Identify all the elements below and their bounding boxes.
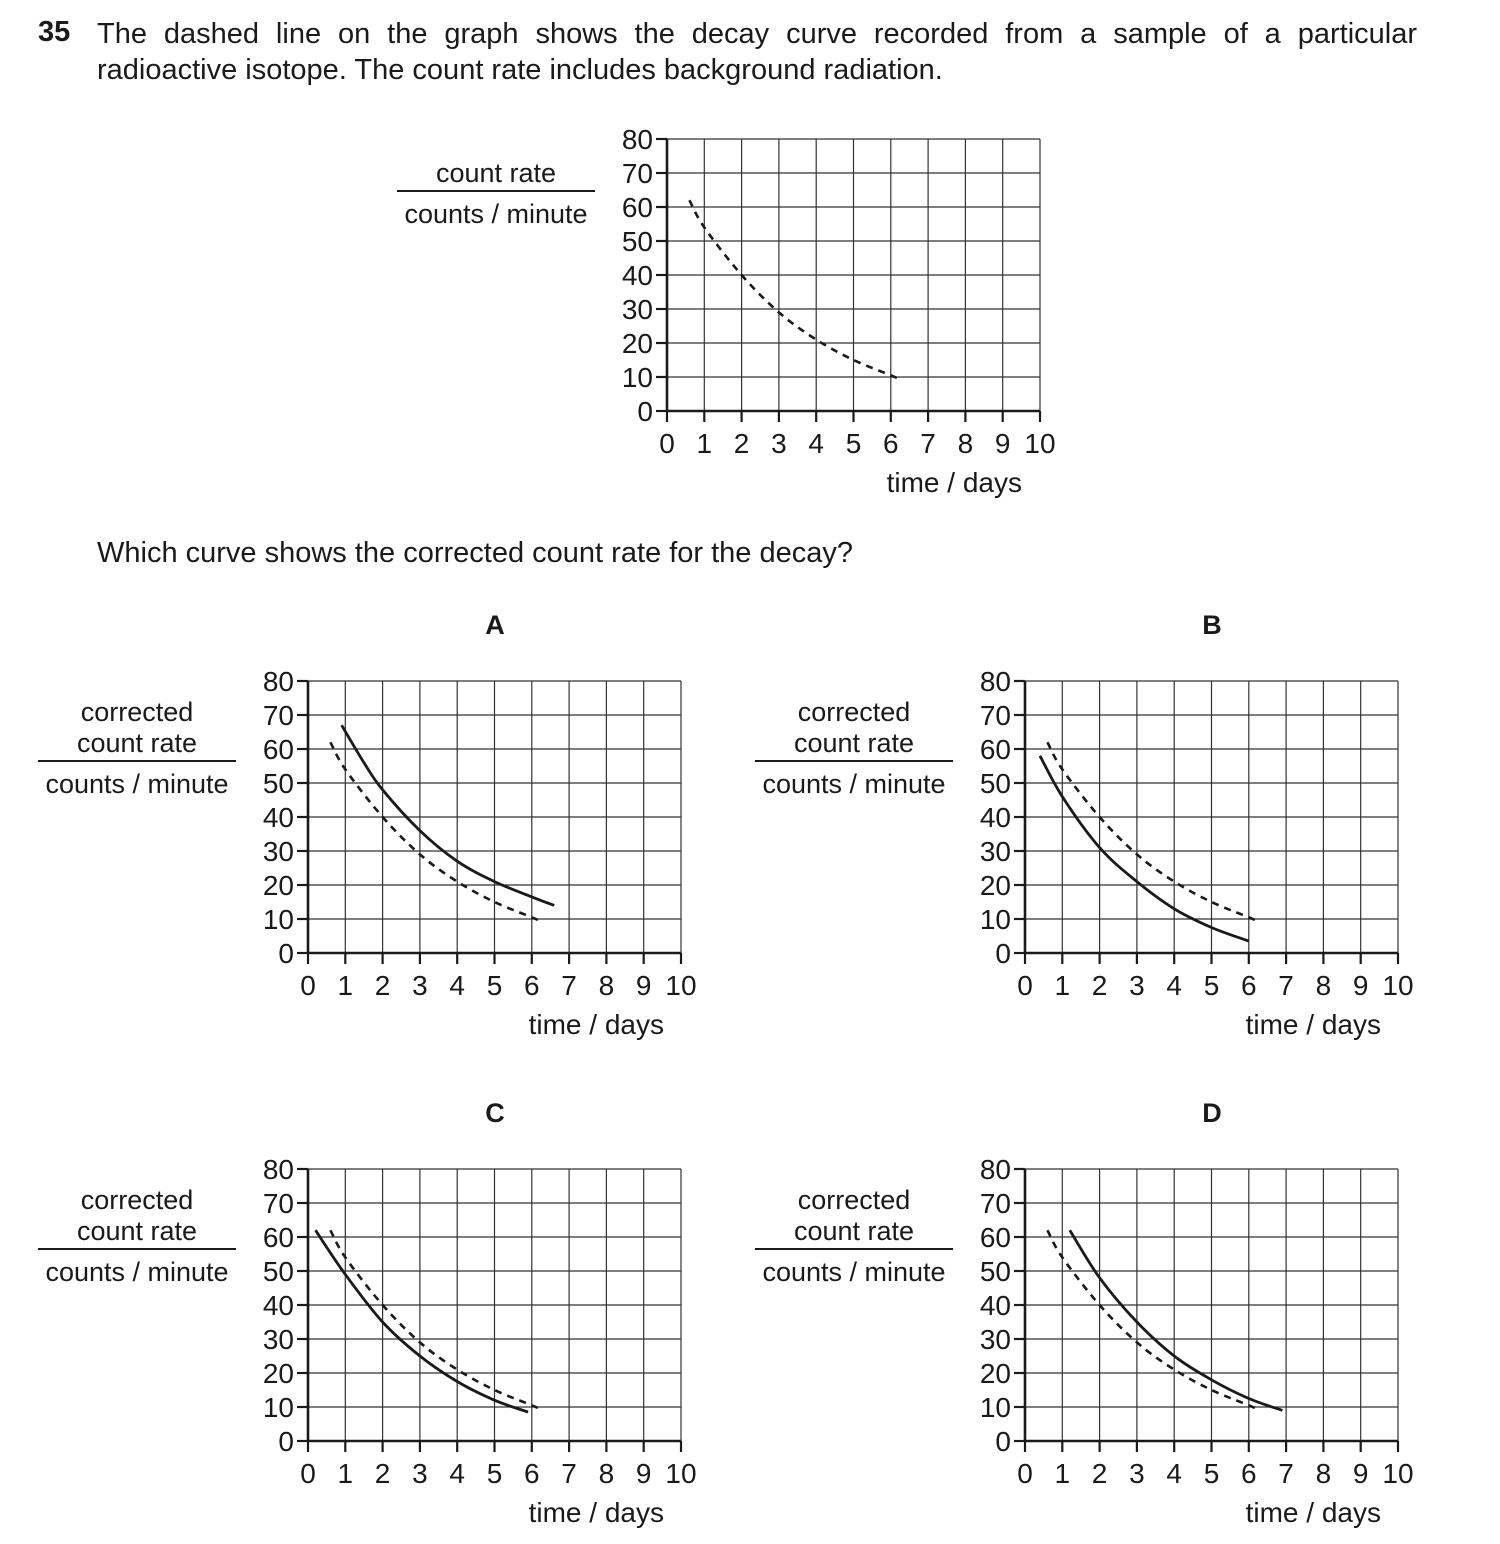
y-axis-label-quantity: corrected <box>80 1185 194 1215</box>
x-tick-label: 6 <box>1241 1458 1257 1489</box>
x-tick-label: 7 <box>1278 1458 1294 1489</box>
x-tick-label: 2 <box>374 970 391 1001</box>
y-tick-label: 10 <box>621 362 653 393</box>
x-axis-label: time / days <box>528 1497 664 1528</box>
x-tick-label: 9 <box>635 1458 652 1489</box>
chart-main <box>397 124 1056 498</box>
x-axis-label: time / days <box>1245 1497 1381 1528</box>
y-tick-label: 60 <box>979 1222 1011 1253</box>
x-tick-label: 0 <box>1017 970 1033 1001</box>
recorded-curve-dashed <box>330 742 543 922</box>
y-tick-label: 50 <box>262 1256 294 1287</box>
y-tick-label: 50 <box>979 1256 1011 1287</box>
x-tick-label: 5 <box>1203 1458 1220 1489</box>
y-tick-label: 70 <box>262 1188 294 1219</box>
y-axis-label-unit: counts / minute <box>762 1257 946 1287</box>
x-tick-label: 2 <box>1091 1458 1108 1489</box>
x-tick-label: 9 <box>635 970 652 1001</box>
x-tick-label: 4 <box>1166 970 1182 1001</box>
y-tick-label: 20 <box>262 870 294 901</box>
y-tick-label: 20 <box>979 1358 1011 1389</box>
y-axis-label-quantity: corrected <box>797 1185 911 1215</box>
x-tick-label: 6 <box>524 970 540 1001</box>
y-axis-label-unit: counts / minute <box>762 769 946 799</box>
y-tick-label: 60 <box>979 734 1011 765</box>
x-tick-label: 4 <box>449 1458 465 1489</box>
chart-a <box>38 610 697 1040</box>
x-tick-label: 7 <box>1278 970 1294 1001</box>
question-text: The dashed line on the graph shows the decay curve recorded from a sample of a particular radioactive isotope. The count rate includes background radiation. <box>97 18 1417 86</box>
x-tick-label: 6 <box>883 428 899 459</box>
x-tick-label: 5 <box>845 428 862 459</box>
y-tick-label: 40 <box>979 802 1011 833</box>
x-tick-label: 10 <box>1024 428 1056 459</box>
question-number: 35 <box>38 16 71 48</box>
y-axis-label-quantity: count rate <box>76 1216 198 1246</box>
y-tick-label: 60 <box>621 192 653 223</box>
x-tick-label: 10 <box>665 970 697 1001</box>
x-tick-label: 2 <box>1091 970 1108 1001</box>
corrected-curve-solid <box>316 1230 529 1412</box>
y-tick-label: 80 <box>979 1154 1011 1185</box>
x-tick-label: 9 <box>994 428 1011 459</box>
y-tick-label: 70 <box>979 700 1011 731</box>
y-tick-label: 40 <box>262 1290 294 1321</box>
x-tick-label: 0 <box>1017 1458 1033 1489</box>
y-tick-label: 30 <box>262 836 294 867</box>
y-tick-label: 40 <box>621 260 653 291</box>
y-axis-label-unit: counts / minute <box>404 199 588 229</box>
x-tick-label: 5 <box>1203 970 1220 1001</box>
x-tick-label: 0 <box>659 428 675 459</box>
y-tick-label: 10 <box>979 904 1011 935</box>
y-tick-label: 60 <box>262 1222 294 1253</box>
y-axis-label-quantity: corrected <box>80 697 194 727</box>
x-tick-label: 10 <box>1382 1458 1414 1489</box>
y-tick-label: 30 <box>262 1324 294 1355</box>
x-tick-label: 1 <box>337 1458 354 1489</box>
option-label: A <box>485 610 505 640</box>
y-tick-label: 30 <box>979 1324 1011 1355</box>
x-tick-label: 4 <box>1166 1458 1182 1489</box>
y-tick-label: 70 <box>979 1188 1011 1219</box>
x-tick-label: 7 <box>561 1458 577 1489</box>
y-tick-label: 30 <box>979 836 1011 867</box>
x-tick-label: 1 <box>1054 1458 1071 1489</box>
x-tick-label: 3 <box>1129 1458 1145 1489</box>
y-tick-label: 10 <box>262 1392 294 1423</box>
y-tick-label: 70 <box>262 700 294 731</box>
x-tick-label: 5 <box>486 970 503 1001</box>
y-axis-label-quantity: count rate <box>435 158 557 188</box>
x-tick-label: 7 <box>561 970 577 1001</box>
y-tick-label: 80 <box>262 666 294 697</box>
x-tick-label: 8 <box>1315 970 1332 1001</box>
x-tick-label: 8 <box>957 428 974 459</box>
x-tick-label: 8 <box>598 970 615 1001</box>
y-tick-label: 20 <box>621 328 653 359</box>
y-tick-label: 0 <box>278 1426 294 1457</box>
x-tick-label: 8 <box>598 1458 615 1489</box>
x-tick-label: 7 <box>920 428 936 459</box>
x-tick-label: 9 <box>1352 970 1369 1001</box>
y-tick-label: 40 <box>979 1290 1011 1321</box>
x-tick-label: 2 <box>374 1458 391 1489</box>
y-axis-label-quantity: count rate <box>793 728 915 758</box>
y-axis-label-quantity: count rate <box>793 1216 915 1246</box>
y-axis-label-quantity: corrected <box>797 697 911 727</box>
y-axis-label-unit: counts / minute <box>45 769 229 799</box>
x-tick-label: 3 <box>412 1458 428 1489</box>
y-tick-label: 10 <box>979 1392 1011 1423</box>
y-tick-label: 10 <box>262 904 294 935</box>
y-tick-label: 0 <box>995 938 1011 969</box>
x-axis-label: time / days <box>528 1009 664 1040</box>
y-tick-label: 60 <box>262 734 294 765</box>
x-tick-label: 8 <box>1315 1458 1332 1489</box>
x-tick-label: 4 <box>808 428 824 459</box>
question-prompt: Which curve shows the corrected count rate for the decay? <box>97 537 853 569</box>
chart-b <box>755 610 1414 1040</box>
x-tick-label: 3 <box>412 970 428 1001</box>
x-tick-label: 1 <box>1054 970 1071 1001</box>
y-tick-label: 20 <box>979 870 1011 901</box>
option-label: C <box>485 1098 505 1128</box>
x-tick-label: 6 <box>1241 970 1257 1001</box>
recorded-curve-dashed <box>1047 1230 1260 1410</box>
y-tick-label: 40 <box>262 802 294 833</box>
x-axis-label: time / days <box>1245 1009 1381 1040</box>
x-tick-label: 0 <box>300 970 316 1001</box>
y-tick-label: 30 <box>621 294 653 325</box>
chart-d <box>755 1098 1414 1528</box>
x-tick-label: 9 <box>1352 1458 1369 1489</box>
x-tick-label: 6 <box>524 1458 540 1489</box>
y-axis-label-quantity: count rate <box>76 728 198 758</box>
corrected-curve-solid <box>1070 1230 1283 1410</box>
option-label: D <box>1202 1098 1222 1128</box>
x-tick-label: 10 <box>665 1458 697 1489</box>
y-axis-label-unit: counts / minute <box>45 1257 229 1287</box>
x-tick-label: 5 <box>486 1458 503 1489</box>
x-tick-label: 10 <box>1382 970 1414 1001</box>
x-tick-label: 3 <box>1129 970 1145 1001</box>
x-tick-label: 2 <box>733 428 750 459</box>
y-tick-label: 50 <box>262 768 294 799</box>
recorded-curve-dashed <box>330 1230 543 1410</box>
x-tick-label: 0 <box>300 1458 316 1489</box>
option-label: B <box>1202 610 1222 640</box>
x-tick-label: 3 <box>771 428 787 459</box>
y-tick-label: 0 <box>637 396 653 427</box>
x-tick-label: 1 <box>337 970 354 1001</box>
y-tick-label: 20 <box>262 1358 294 1389</box>
recorded-curve-dashed <box>689 200 902 380</box>
y-tick-label: 50 <box>979 768 1011 799</box>
y-tick-label: 80 <box>262 1154 294 1185</box>
y-tick-label: 80 <box>621 124 653 155</box>
corrected-curve-solid <box>342 725 555 905</box>
x-tick-label: 4 <box>449 970 465 1001</box>
y-tick-label: 50 <box>621 226 653 257</box>
y-tick-label: 0 <box>995 1426 1011 1457</box>
chart-c <box>38 1098 697 1528</box>
y-tick-label: 0 <box>278 938 294 969</box>
y-tick-label: 80 <box>979 666 1011 697</box>
x-tick-label: 1 <box>696 428 713 459</box>
y-tick-label: 70 <box>621 158 653 189</box>
x-axis-label: time / days <box>886 467 1022 498</box>
